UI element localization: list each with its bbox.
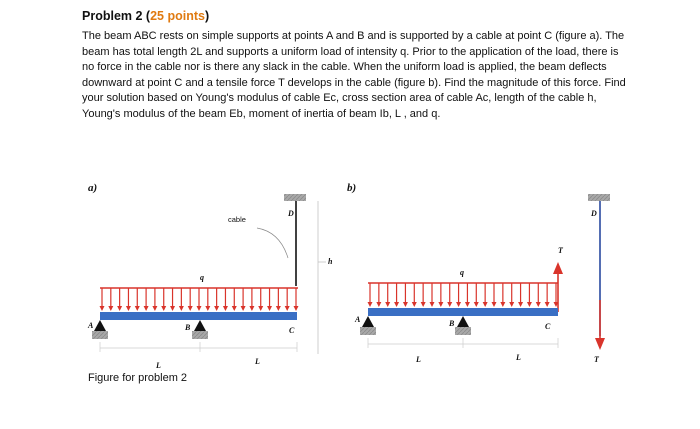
load-arrow-head (223, 306, 228, 311)
load-arrow-head (188, 306, 193, 311)
span-2-label-b: L (516, 353, 521, 362)
figure-a (87, 182, 333, 370)
load-arrow-head (518, 302, 523, 307)
load-arrows-a (100, 288, 299, 311)
figure-caption: Figure for problem 2 (88, 372, 188, 384)
point-c-label-b: C (545, 322, 551, 331)
load-arrow-head (197, 306, 202, 311)
load-arrow-head (421, 302, 426, 307)
figure-b-label: b) (347, 182, 357, 194)
load-arrows-b (368, 283, 559, 307)
span-1-label-b: L (416, 355, 421, 364)
beam-b (368, 308, 558, 316)
load-arrow-head (232, 306, 237, 311)
load-arrow-head (492, 302, 497, 307)
support-a-triangle-b (362, 316, 374, 327)
load-arrow-head (135, 306, 140, 311)
load-arrow-head (205, 306, 210, 311)
load-arrow-head (241, 306, 246, 311)
force-bottom-label: T (594, 355, 599, 364)
ceiling-support-b (588, 194, 610, 201)
load-arrow-head (376, 302, 381, 307)
load-arrow-head (412, 302, 417, 307)
load-arrow-head (403, 302, 408, 307)
support-a-ground-a (92, 331, 108, 339)
problem-statement: The beam ABC rests on simple supports at points A and B and is supported by a cable at point C (figure a). The beam has total length 2L and supports a uniform load of intensity q. Prior to the application of the load, there is no force in the cable nor is there any slack in the cable. When the uniform load is applied, the beam deflects downward at point C and a tensile force T develops in the cable (figure b). Find the magnitude of this force. Find your solution based on Young's modulus of cable Ec, cross section area of cable Ac, length of the cable h, Young's modulus of the beam Eb, moment of inertia of beam Ib, L , and q. (82, 30, 626, 120)
load-arrow-head (536, 302, 541, 307)
height-label: h (328, 257, 333, 266)
load-arrow-head (483, 302, 488, 307)
span-1-label-a: L (156, 361, 161, 370)
force-top-label: T (558, 246, 563, 255)
load-label-b: q (460, 268, 464, 277)
load-arrow-head (430, 302, 435, 307)
beam-a (100, 312, 297, 320)
load-arrow-head (117, 306, 122, 311)
load-arrow-head (509, 302, 514, 307)
beam-force-arrow (553, 262, 563, 274)
span-2-label-a: L (255, 357, 260, 366)
support-b-triangle-a (194, 320, 206, 331)
load-arrow-head (170, 306, 175, 311)
load-arrow-head (385, 302, 390, 307)
load-arrow-head (465, 302, 470, 307)
load-arrow-head (179, 306, 184, 311)
point-c-label-a: C (289, 326, 295, 335)
load-arrow-head (294, 306, 299, 311)
load-arrow-head (249, 306, 254, 311)
title-prefix: Problem 2 ( (82, 9, 151, 23)
point-d-label-b: D (591, 209, 597, 218)
load-arrow-head (152, 306, 157, 311)
load-arrow-head (100, 306, 105, 311)
title-suffix: ) (204, 9, 210, 23)
point-a-label-a: A (88, 321, 94, 330)
load-arrow-head (500, 302, 505, 307)
load-arrow-head (447, 302, 452, 307)
support-a-ground-b (360, 327, 376, 335)
figure-a-label: a) (88, 182, 98, 194)
cable-label: cable (228, 215, 246, 224)
point-b-label-a: B (185, 323, 191, 332)
point-b-label-b: B (449, 319, 455, 328)
point-d-label-a: D (288, 209, 294, 218)
support-a-triangle-a (94, 320, 106, 331)
load-arrow-head (474, 302, 479, 307)
points-value: 25 points (150, 9, 205, 23)
load-arrow-head (214, 306, 219, 311)
figure-b (347, 182, 610, 364)
load-arrow-head (285, 306, 290, 311)
load-arrow-head (144, 306, 149, 311)
load-arrow-head (394, 302, 399, 307)
cable-leader-line (257, 228, 288, 258)
load-arrow-head (258, 306, 263, 311)
load-arrow-head (267, 306, 272, 311)
load-arrow-head (527, 302, 532, 307)
support-b-ground-a (192, 331, 208, 339)
ceiling-support-a (284, 194, 306, 201)
point-a-label-b: A (355, 315, 361, 324)
load-arrow-head (161, 306, 166, 311)
load-arrow-head (456, 302, 461, 307)
load-arrow-head (276, 306, 281, 311)
support-b-triangle-b (457, 316, 469, 327)
load-arrow-head (545, 302, 550, 307)
load-arrow-head (108, 306, 113, 311)
load-label-a: q (200, 273, 204, 282)
load-arrow-head (126, 306, 131, 311)
load-arrow-head (368, 302, 373, 307)
support-b-ground-b (455, 327, 471, 335)
load-arrow-head (438, 302, 443, 307)
